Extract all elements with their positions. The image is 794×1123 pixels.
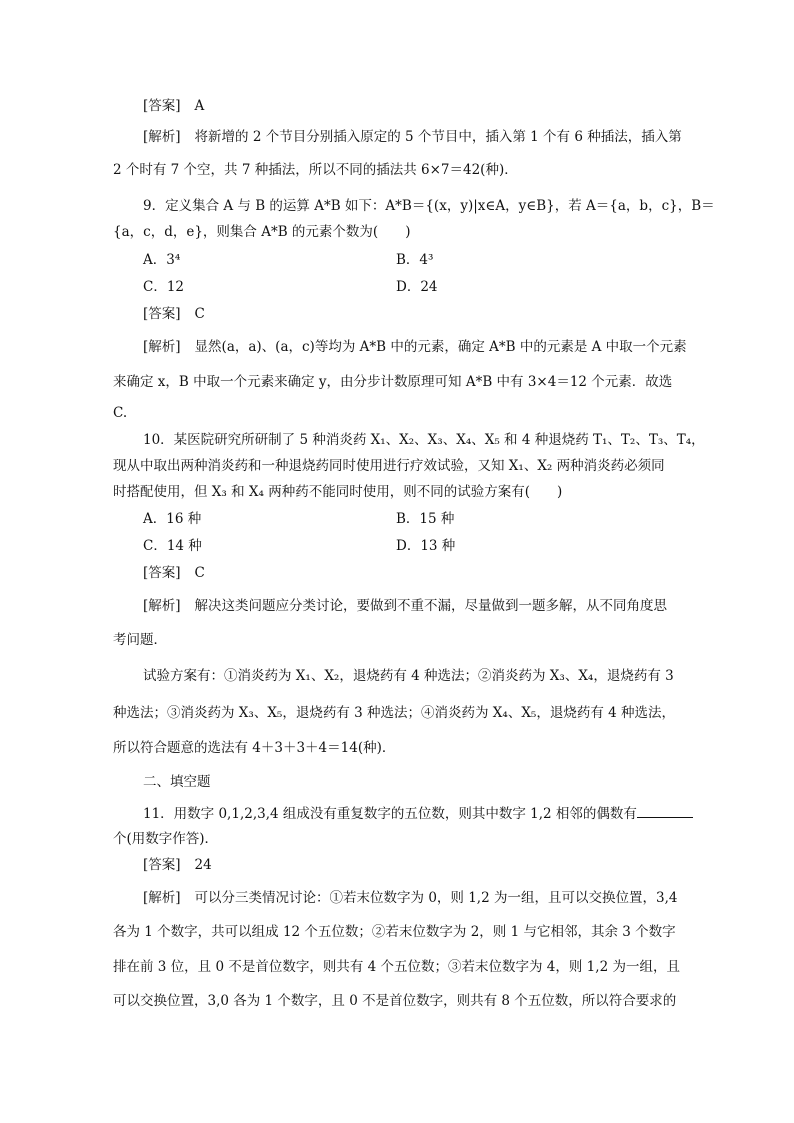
answer-label: [答案]: [143, 306, 181, 322]
answer-label: [答案]: [143, 857, 181, 873]
analysis-11-line2: 各为 1 个数字，共可以组成 12 个五位数；②若末位数字为 2，则 1 与它相邻，其余 3 个数字: [113, 924, 676, 940]
analysis-label: [解析]: [143, 339, 181, 355]
analysis-9-line1: [143, 337, 687, 357]
trial-plan-line2: 种选法；③消炎药为 X₃、X₅，退烧药有 3 种选法；④消炎药为 X₄、X₅，退烧药有 4 种选法，: [113, 705, 676, 721]
question-10-line3: 时搭配使用，但 X₃ 和 X₄ 两种药不能同时使用，则不同的试验方案有( ): [113, 484, 563, 500]
option-b: B．15 种: [396, 511, 455, 527]
question-10-line1: 10．某医院研究所研制了 5 种消炎药 X₁、X₂、X₃、X₄、X₅ 和 4 种退烧药 T₁、T₂、T₃、T₄，: [143, 432, 705, 448]
option-a: A．3⁴: [143, 252, 181, 268]
analysis-text: 显然(a，a)、(a，c)等均为 A*B 中的元素，确定 A*B 中的元素是 A 中取一个元素: [194, 339, 687, 355]
answer-10: [143, 563, 205, 583]
analysis-8-line2: 2 个时有 7 个空，共 7 种插法，所以不同的插法共 6×7＝42(种)．: [113, 162, 518, 178]
question-11-line2: 个(用数字作答)．: [113, 831, 219, 847]
question-9-line2: {a，c，d，e}，则集合 A*B 的元素个数为( ): [113, 224, 411, 240]
analysis-label: [解析]: [143, 129, 181, 145]
analysis-9-line2: 来确定 x，B 中取一个元素来确定 y，由分步计数原理可知 A*B 中有 3×4＝12 个元素．故选: [113, 374, 673, 390]
answer-value: C: [194, 565, 205, 581]
analysis-8-line1: [143, 127, 682, 147]
analysis-label: [解析]: [143, 890, 181, 906]
trial-plan-line1: 试验方案有：①消炎药为 X₁、X₂，退烧药有 4 种选法；②消炎药为 X₃、X₄，退烧药有 3: [143, 668, 674, 684]
answer-value: C: [194, 306, 205, 322]
question-11-line1: [143, 803, 693, 824]
answer-value: A: [194, 98, 205, 114]
question-11-text: 11．用数字 0,1,2,3,4 组成没有重复数字的五位数，则其中数字 1,2 相邻的偶数有: [143, 806, 637, 822]
option-b: B．4³: [396, 252, 434, 268]
analysis-10-line2: 考问题．: [113, 632, 167, 648]
analysis-10-line1: [143, 596, 667, 616]
answer-label: [答案]: [143, 98, 181, 114]
option-c: C．14 种: [143, 538, 202, 554]
analysis-text: 解决这类问题应分类讨论，要做到不重不漏，尽量做到一题多解，从不同角度思: [194, 598, 668, 614]
option-d: D．13 种: [396, 538, 456, 554]
analysis-text: 将新增的 2 个节目分别插入原定的 5 个节目中，插入第 1 个有 6 种插法，插入第: [194, 129, 682, 145]
question-10-line2: 现从中取出两种消炎药和一种退烧药同时使用进行疗效试验，又知 X₁、X₂ 两种消炎药必须同: [113, 458, 665, 474]
option-a: A．16 种: [143, 511, 202, 527]
section-heading-fill-in: 二、填空题: [143, 774, 211, 790]
answer-blank: [637, 803, 693, 818]
answer-value: 24: [194, 857, 212, 873]
question-10-options-cd: [143, 536, 456, 556]
analysis-9-line3: C.: [113, 405, 128, 421]
answer-9: [143, 304, 205, 324]
analysis-11-line3: 排在前 3 位，且 0 不是首位数字，则共有 4 个五位数；③若末位数字为 4，则 1,2 为一组，且: [113, 959, 680, 975]
option-d: D．24: [396, 279, 438, 295]
question-9-line1: 9．定义集合 A 与 B 的运算 A*B 如下：A*B＝{(x，y)|x∈A，y∈B}，若 A＝{a，b，c}，B＝: [143, 198, 715, 214]
option-c: C．12: [143, 279, 185, 295]
question-9-options-cd: [143, 277, 438, 297]
answer-label: [答案]: [143, 565, 181, 581]
analysis-11-line1: [143, 888, 677, 908]
trial-plan-line3: 所以符合题意的选法有 4＋3＋3＋4＝14(种)．: [113, 740, 396, 756]
question-9-options-ab: [143, 250, 434, 270]
analysis-text: 可以分三类情况讨论：①若末位数字为 0，则 1,2 为一组，且可以交换位置，3,4: [194, 890, 678, 906]
analysis-label: [解析]: [143, 598, 181, 614]
answer-11: [143, 855, 212, 875]
analysis-11-line4: 可以交换位置，3,0 各为 1 个数字，且 0 不是首位数字，则共有 8 个五位数，所以符合要求的: [113, 993, 677, 1009]
answer-8: [143, 96, 204, 116]
question-10-options-ab: [143, 509, 455, 529]
